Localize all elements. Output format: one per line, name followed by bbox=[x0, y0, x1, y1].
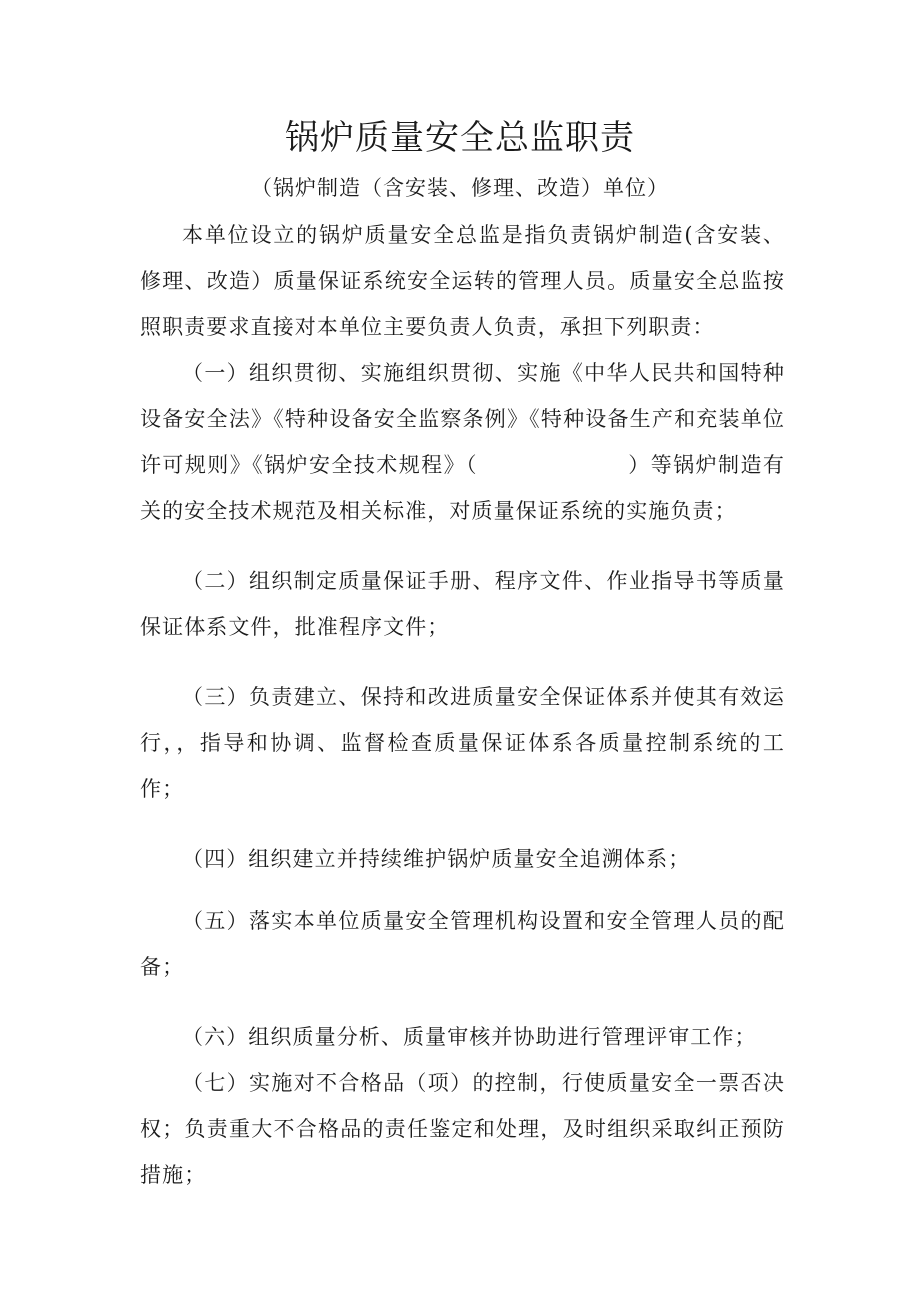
document-body bbox=[140, 212, 785, 1198]
duty-item-4: （四）组织建立并持续维护锅炉质量安全追溯体系； bbox=[182, 847, 691, 871]
duty-item-5: （五）落实本单位质量安全管理机构设置和安全管理人员的配备； bbox=[140, 909, 785, 979]
duty-item-1 bbox=[140, 350, 785, 534]
duty-item-1-text-b: ）等锅炉制造有关的安全技术规范及相关标准，对质量保证系统的实施负责； bbox=[140, 453, 785, 523]
duty-item-1-text-a: （一）组织贯彻、实施组织贯彻、实施《中华人民共和国特种设备安全法》《特种设备安全监察条例》《特种设备生产和充装单位许可规则》《锅炉安全技术规程》（ bbox=[140, 361, 785, 477]
document-subtitle: （锅炉制造（含安装、修理、改造）单位） bbox=[251, 176, 669, 200]
document-title: 锅炉质量安全总监职责 bbox=[285, 118, 635, 158]
duty-item-7: （七）实施对不合格品（项）的控制，行使质量安全一票否决权；负责重大不合格品的责任鉴定和处理，及时组织采取纠正预防措施； bbox=[140, 1071, 785, 1187]
duty-item-3: （三）负责建立、保持和改进质量安全保证体系并使其有效运行，，指导和协调、监督检查质量保证体系各质量控制系统的工作； bbox=[140, 685, 785, 801]
duty-item-6: （六）组织质量分析、质量审核并协助进行管理评审工作； bbox=[182, 1025, 757, 1049]
duty-item-2: （二）组织制定质量保证手册、程序文件、作业指导书等质量保证体系文件，批准程序文件； bbox=[140, 569, 785, 639]
intro-paragraph: 本单位设立的锅炉质量安全总监是指负责锅炉制造(含安装、修理、改造）质量保证系统安全运转的管理人员。质量安全总监按照职责要求直接对本单位主要负责人负责，承担下列职责： bbox=[140, 223, 785, 339]
